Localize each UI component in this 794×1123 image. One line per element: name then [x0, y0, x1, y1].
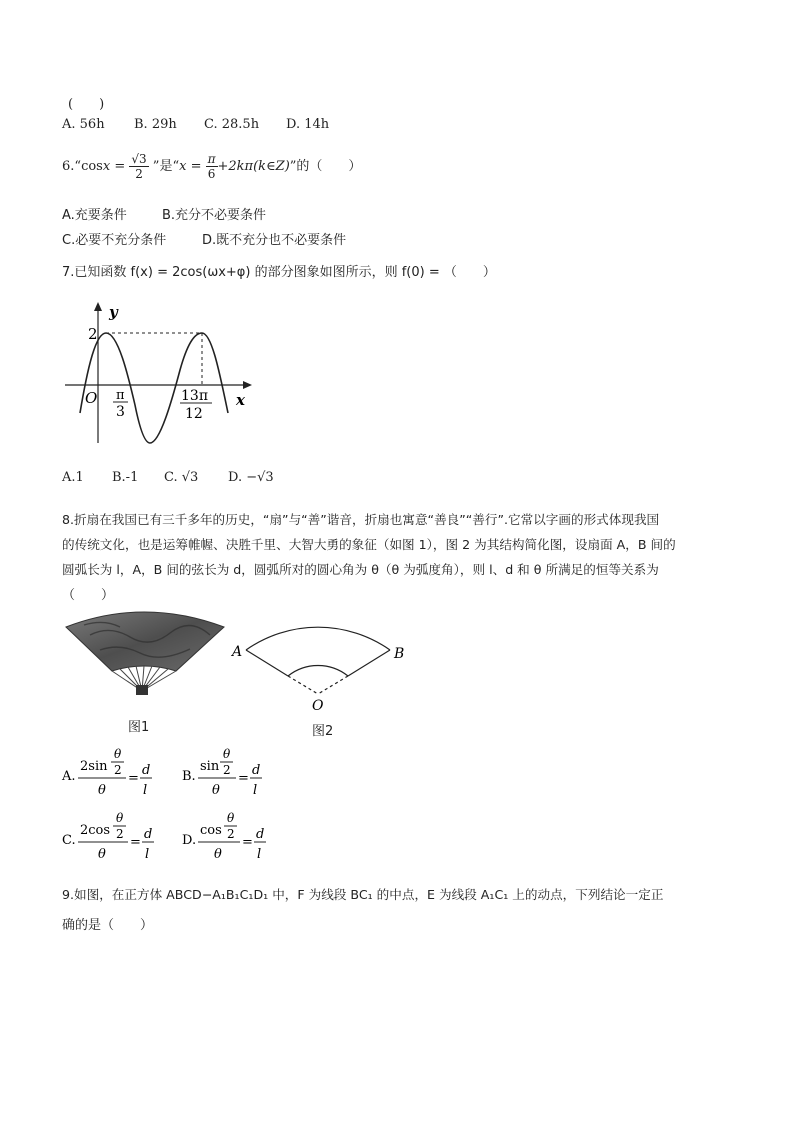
q8-b-eq: =: [238, 771, 249, 786]
q8-a-theta: θ: [114, 747, 122, 761]
q6-option-c: C.必要不充分条件: [62, 233, 167, 248]
point-b-label: B: [394, 646, 405, 662]
tick1-den: 3: [116, 404, 125, 420]
q8-c-eq: =: [130, 835, 141, 850]
q8-option-b: [182, 747, 262, 798]
left-dashed-rib: [288, 676, 318, 694]
q8-b-letter: B.: [182, 769, 196, 784]
q8-d-letter: D.: [182, 833, 197, 848]
q8-b-theta: θ: [223, 747, 231, 761]
q8-c-den: θ: [98, 847, 106, 862]
q8-d-two: 2: [227, 827, 235, 841]
q6-cos: cos: [81, 159, 103, 174]
q8-c-two: 2: [116, 827, 124, 841]
left-rib: [246, 650, 288, 676]
q8-b-l: l: [253, 783, 258, 798]
inner-arc: [288, 665, 348, 676]
y-axis-label: y: [109, 303, 118, 321]
origin-label: O: [85, 389, 98, 407]
fig2-caption: 图2: [312, 724, 334, 739]
q7-cosine-graph: [60, 295, 260, 455]
q8-d-coef: cos: [200, 823, 222, 838]
q8-d-theta: θ: [227, 811, 235, 825]
fan-handle: [136, 685, 148, 695]
q6-x: x: [102, 159, 111, 174]
q8-paren: （ ）: [62, 588, 115, 603]
q6-x2: x: [179, 159, 187, 174]
q6-eq2: =: [190, 159, 202, 174]
q8-d-eq: =: [242, 835, 253, 850]
q8-b-d: d: [252, 763, 261, 778]
q6-sqrt3-over-2: [129, 152, 148, 181]
q8-c-letter: C.: [62, 833, 76, 848]
q8-option-a: [61, 747, 152, 798]
q6-frac-num: √3: [131, 152, 147, 166]
q6-six: 6: [207, 167, 216, 181]
q6-option-a: A.充要条件: [62, 208, 127, 223]
point-a-label: A: [232, 644, 243, 660]
fan-photo-figure: [60, 605, 230, 697]
q8-d-den: θ: [214, 847, 222, 862]
q8-c-theta: θ: [116, 811, 124, 825]
q8-a-coef: 2sin: [80, 759, 108, 774]
q7-option-b: B.-1: [112, 470, 139, 485]
q8-c-l: l: [145, 847, 150, 862]
q6-option-b: B.充分不必要条件: [162, 208, 267, 223]
tick1-num: π: [116, 388, 125, 403]
q6-pi: π: [207, 152, 216, 166]
point-o-label: O: [312, 698, 324, 712]
q6-suffix: ”的（ ）: [289, 159, 362, 174]
q8-a-l: l: [143, 783, 148, 798]
q8-a-den: θ: [98, 783, 106, 798]
q9-line2: 确的是（ ）: [62, 918, 154, 933]
q5-option-c: C. 28.5h: [204, 117, 260, 132]
q6-plus-term: +2kπ(k∈Z): [217, 159, 290, 174]
q8-line3: 圆弧长为 l，A，B 间的弦长为 d，圆弧所对的圆心角为 θ（θ 为弧度角），则 l、d 和 θ 所满足的恒等关系为: [62, 562, 659, 577]
q7-option-a: A.1: [62, 470, 84, 485]
max-value-label: 2: [88, 325, 98, 343]
q7-stem: 7.已知函数 f(x) = 2cos(ωx+φ) 的部分图象如图所示，则 f(0) = （ ）: [62, 265, 496, 280]
fan-structure-diagram: [228, 600, 418, 712]
q8-b-den: θ: [212, 783, 220, 798]
tick2-num: 13π: [181, 388, 209, 404]
q6-eq: =: [114, 159, 126, 174]
q5-paren: ( ): [68, 97, 105, 112]
q5-option-b: B. 29h: [134, 117, 177, 132]
y-axis-arrow-icon: [94, 302, 102, 311]
outer-arc: [246, 627, 390, 650]
q5-option-a: A. 56h: [62, 117, 105, 132]
fig1-caption: 图1: [128, 720, 150, 735]
q8-a-two: 2: [114, 763, 122, 777]
q8-b-coef: sin: [200, 759, 220, 774]
q8-option-c: [62, 811, 154, 862]
q8-a-d: d: [142, 763, 151, 778]
q8-d-d: d: [256, 827, 265, 842]
q6-frac-den: 2: [135, 167, 143, 181]
q5-option-d: D. 14h: [286, 117, 330, 132]
q6-pi-over-6: [206, 152, 218, 181]
right-rib: [348, 650, 390, 676]
x-axis-arrow-icon: [243, 381, 252, 389]
q9-line1: 9.如图，在正方体 ABCD−A₁B₁C₁D₁ 中，F 为线段 BC₁ 的中点，E 为线段 A₁C₁ 上的动点，下列结论一定正: [62, 887, 664, 902]
q8-c-coef: 2cos: [80, 823, 111, 838]
q8-options: [60, 744, 320, 870]
q7-option-d: D. −√3: [228, 470, 274, 485]
q8-d-l: l: [257, 847, 262, 862]
q8-a-eq: =: [128, 771, 139, 786]
q8-c-d: d: [144, 827, 153, 842]
x-axis-label: x: [236, 391, 245, 409]
tick2-den: 12: [185, 406, 203, 422]
q6-prefix: 6.“: [62, 159, 82, 174]
right-dashed-rib: [318, 676, 348, 694]
q8-a-letter: A.: [62, 769, 76, 784]
q6-stem: [62, 150, 361, 184]
q8-line1: 8.折扇在我国已有三千多年的历史，“扇”与“善”谐音，折扇也寓意“善良”“善行”.它常以字画的形式体现我国: [62, 512, 660, 527]
q6-option-d: D.既不充分也不必要条件: [202, 233, 347, 248]
q8-option-d: [182, 811, 266, 862]
q6-mid: ”是“: [152, 159, 180, 174]
q8-b-two: 2: [223, 763, 231, 777]
q8-line2: 的传统文化，也是运筹帷幄、决胜千里、大智大勇的象征（如图 1），图 2 为其结构简化图，设扇面 A，B 间的: [62, 537, 676, 552]
q7-option-c: C. √3: [164, 470, 199, 485]
